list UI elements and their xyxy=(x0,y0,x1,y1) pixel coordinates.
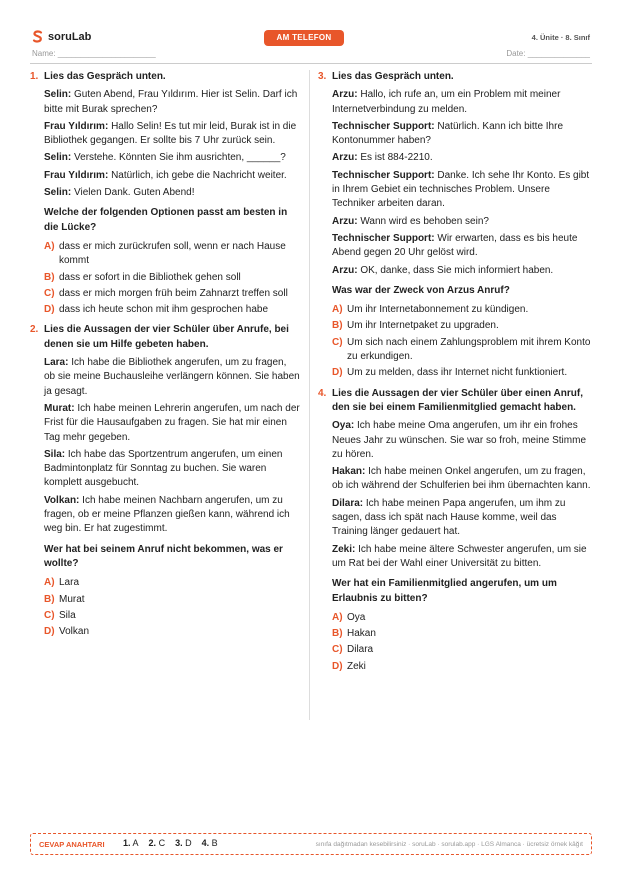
option-text: Lara xyxy=(59,577,80,589)
question-header xyxy=(318,387,592,416)
question-number: 1. xyxy=(30,71,39,82)
question-prompt: Was war der Zweck von Arzus Anruf? xyxy=(332,284,510,296)
dialogue-text: Vielen Dank. Guten Abend! xyxy=(74,187,195,199)
dialogue-text: Wir erwarten, dass es bis heute Abend gegen 20 Uhr gelöst wird. xyxy=(332,232,578,259)
answer-option[interactable] xyxy=(44,625,300,639)
dialogue-text: Ich habe meine ältere Schwester angerufen, um sie um Rat bei der Wahl einer Universität zu bitten. xyxy=(332,543,587,569)
option-letter: C) xyxy=(332,644,343,656)
option-text: Um zu melden, dass ihr Internet nicht funktioniert. xyxy=(347,367,568,379)
answer-option[interactable] xyxy=(332,627,592,641)
answer-letter: C xyxy=(158,838,166,848)
answer-item xyxy=(175,838,192,848)
speaker-name: Murat: xyxy=(44,402,75,414)
speaker-name: Selin: xyxy=(44,89,72,101)
name-field: Name: ______________________ xyxy=(32,49,156,58)
answer-letter: D xyxy=(185,838,192,848)
question-body xyxy=(318,88,592,380)
dialogue-line xyxy=(44,88,300,117)
speaker-name: Zeki: xyxy=(332,543,356,555)
option-text: Volkan xyxy=(59,626,90,638)
answer-option[interactable] xyxy=(332,611,592,625)
option-text: Murat xyxy=(59,593,85,605)
option-text: Um ihr Internetabonnement zu kündigen. xyxy=(347,304,529,316)
brand-logo xyxy=(32,30,91,43)
option-letter: C) xyxy=(44,287,55,299)
answer-num: 2. xyxy=(148,838,157,848)
answer-key-label: CEVAP ANAHTARI xyxy=(39,840,105,849)
dialogue-line xyxy=(44,356,300,399)
brand-name: soruLab xyxy=(48,30,92,43)
speaker-name: Selin: xyxy=(44,187,72,199)
answer-option[interactable] xyxy=(44,240,300,269)
option-letter: B) xyxy=(332,320,343,332)
question-body xyxy=(30,356,300,639)
question-body xyxy=(318,419,592,674)
answer-option[interactable] xyxy=(44,271,300,285)
option-letter: A) xyxy=(332,611,343,623)
option-text: Um ihr Internetpaket zu upgraden. xyxy=(347,320,499,332)
option-letter: B) xyxy=(332,628,343,640)
option-letter: C) xyxy=(332,336,343,348)
speaker-name: Arzu: xyxy=(332,264,358,276)
option-text: Zeki xyxy=(347,660,366,672)
speaker-name: Arzu: xyxy=(332,89,358,101)
dialogue-line xyxy=(332,88,592,117)
speaker-name: Selin: xyxy=(44,152,72,164)
question-body xyxy=(30,88,300,317)
dialogue-text: Natürlich, ich gebe die Nachricht weiter. xyxy=(111,169,287,181)
question-title: Lies die Aussagen der vier Schüler über Anrufe, bei denen sie um Hilfe gebeten haben. xyxy=(44,324,289,350)
question-prompt: Wer hat ein Familienmitglied angerufen, um um Erlaubnis zu bitten? xyxy=(332,578,557,604)
question-number: 3. xyxy=(318,71,327,82)
option-text: dass er mich zurückrufen soll, wenn er nach Hause kommt xyxy=(59,240,286,267)
answer-option[interactable] xyxy=(332,303,592,317)
option-letter: D) xyxy=(44,304,55,316)
dialogue-line xyxy=(332,120,592,149)
answer-option[interactable] xyxy=(332,336,592,365)
speaker-name: Technischer Support: xyxy=(332,120,435,132)
dialogue-line xyxy=(332,543,592,572)
question-prompt: Wer hat bei seinem Anruf nicht bekommen, was er wollte? xyxy=(44,543,283,569)
question-number: 2. xyxy=(30,324,39,336)
topic-badge: AM TELEFON xyxy=(264,30,344,46)
option-text: Oya xyxy=(347,611,366,623)
sorulab-s-logo-icon xyxy=(32,30,43,43)
dialogue-text: Verstehe. Könnten Sie ihm ausrichten, ______? xyxy=(74,152,286,164)
question-header xyxy=(30,323,300,352)
left-column xyxy=(30,70,300,645)
answer-option[interactable] xyxy=(332,660,592,674)
speaker-name: Technischer Support: xyxy=(332,169,435,181)
question-title: Lies das Gespräch unten. xyxy=(332,71,454,82)
dialogue-text: Natürlich. Kann ich bitte Ihre Kontonummer haben? xyxy=(332,120,564,147)
option-letter: D) xyxy=(44,626,55,638)
question-1 xyxy=(30,70,300,317)
dialogue-text: Ich habe meinen Lehrerin angerufen, um nach der Frist für die Hausaufgaben zu fragen. Sie hat mir einen Tag mehr gegeben. xyxy=(44,402,300,443)
option-letter: B) xyxy=(44,593,55,605)
dialogue-line xyxy=(332,419,592,462)
answer-key-footer xyxy=(30,833,592,855)
speaker-name: Technischer Support: xyxy=(332,232,435,244)
column-divider xyxy=(309,70,310,720)
dialogue-line xyxy=(44,402,300,445)
dialogue-line xyxy=(332,151,592,165)
dialogue-line xyxy=(44,494,300,537)
speaker-name: Sila: xyxy=(44,448,66,460)
answer-item xyxy=(202,838,218,848)
dialogue-text: Ich habe das Sportzentrum angerufen, um einen Badmintonplatz für Sonntag zu buchen. Sie waren komplett ausgebucht. xyxy=(44,448,283,489)
dialogue-text: Ich habe meinen Onkel angerufen, um zu fragen, ob ich während der Schulferien bei ihm übernachten kann. xyxy=(332,466,591,492)
option-letter: A) xyxy=(332,304,343,316)
dialogue-text: Hallo, ich rufe an, um ein Problem mit meiner Internetverbindung zu melden. xyxy=(332,89,561,115)
header-divider xyxy=(30,63,592,64)
option-letter: D) xyxy=(332,367,343,379)
speaker-name: Hakan: xyxy=(332,466,366,478)
question-title: Lies die Aussagen der vier Schüler über einen Anruf, den sie bei einem Familienmitglied gemacht haben. xyxy=(332,387,583,413)
dialogue-line xyxy=(44,186,300,200)
dialogue-text: Ich habe meinen Papa angerufen, um ihm zu sagen, dass ich spät nach Hause komme, weil das Training länger gedauert hat. xyxy=(332,497,566,538)
option-letter: A) xyxy=(44,577,55,589)
answer-item xyxy=(149,838,166,848)
dialogue-text: Wann wird es behoben sein? xyxy=(360,215,489,227)
dialogue-text: Es ist 884-2210. xyxy=(360,152,433,164)
answer-letter: A xyxy=(132,838,139,848)
question-title: Lies das Gespräch unten. xyxy=(44,71,166,82)
answer-option[interactable] xyxy=(44,287,300,301)
option-letter: A) xyxy=(44,240,55,252)
dialogue-text: Ich habe die Bibliothek angerufen, um zu fragen, ob sie meine Buchausleihe verlängern können. Sie haben ja gesagt. xyxy=(44,357,300,397)
dialogue-line xyxy=(44,169,300,183)
right-column xyxy=(318,70,592,680)
dialogue-line xyxy=(44,448,300,491)
option-text: dass ich heute schon mit ihm gesprochen habe xyxy=(59,304,269,316)
dialogue-text: OK, danke, dass Sie mich informiert haben. xyxy=(360,264,554,276)
footer-note: sınıfa dağıtmadan kesebilirsiniz · soruLab · sorulab.app · LGS Almanca · ücretsiz örnek kâğıt xyxy=(315,841,583,848)
question-3 xyxy=(318,70,592,381)
answer-option[interactable] xyxy=(44,303,300,317)
answer-letter: B xyxy=(211,838,218,848)
dialogue-line xyxy=(332,465,592,494)
answer-option[interactable] xyxy=(332,366,592,380)
speaker-name: Dilara: xyxy=(332,497,364,509)
dialogue-text: Hallo Selin! Es tut mir leid, Burak ist in die Bibliothek gegangen. Er sollte bis 7 Uhr zurück sein. xyxy=(44,120,297,147)
option-text: dass er mich morgen früh beim Zahnarzt treffen soll xyxy=(59,287,288,299)
dialogue-text: Guten Abend, Frau Yıldırım. Hier ist Selin. Darf ich bitte mit Burak sprechen? xyxy=(44,89,298,115)
answer-num: 1. xyxy=(123,838,131,848)
option-letter: C) xyxy=(44,609,55,621)
dialogue-line xyxy=(44,120,300,149)
dialogue-line xyxy=(332,215,592,229)
dialogue-line xyxy=(332,169,592,212)
dialogue-text: Ich habe meine Oma angerufen, um ihr ein frohes Neues Jahr zu wünschen. Sie war so froh, meine Stimme zu hören. xyxy=(332,420,586,460)
dialogue-line xyxy=(332,232,592,261)
option-text: dass er sofort in die Bibliothek gehen soll xyxy=(59,271,241,283)
option-text: Sila xyxy=(59,609,76,621)
speaker-name: Arzu: xyxy=(332,215,358,227)
speaker-name: Volkan: xyxy=(44,494,80,506)
date-field: Date: ______________ xyxy=(506,49,590,58)
dialogue-line xyxy=(44,151,300,165)
question-2 xyxy=(30,323,300,639)
option-letter: D) xyxy=(332,660,343,672)
option-text: Dilara xyxy=(347,644,374,656)
question-prompt: Welche der folgenden Optionen passt am besten in die Lücke? xyxy=(44,207,288,233)
answer-num: 4. xyxy=(201,838,210,848)
answer-option[interactable] xyxy=(332,319,592,333)
question-header xyxy=(30,70,300,84)
dialogue-line xyxy=(332,497,592,540)
answer-option[interactable] xyxy=(44,609,300,623)
option-letter: B) xyxy=(44,271,55,283)
page-header xyxy=(0,0,620,64)
speaker-name: Arzu: xyxy=(332,152,358,164)
question-number: 4. xyxy=(318,387,327,399)
answer-key-list xyxy=(123,838,218,848)
speaker-name: Lara: xyxy=(44,357,69,369)
answer-num: 3. xyxy=(175,838,183,848)
option-text: Um sich nach einem Zahlungsproblem mit ihrem Konto zu erkundigen. xyxy=(347,336,591,363)
dialogue-text: Ich habe meinen Nachbarn angerufen, um zu fragen, ob er meine Pflanzen gießen kann, während ich weg bin. Er hat zugestimmt. xyxy=(44,494,290,535)
speaker-name: Frau Yıldırım: xyxy=(44,120,109,132)
dialogue-line xyxy=(332,264,592,278)
speaker-name: Frau Yıldırım: xyxy=(44,169,109,181)
answer-option[interactable] xyxy=(44,593,300,607)
speaker-name: Oya: xyxy=(332,420,355,432)
option-text: Hakan xyxy=(347,628,376,640)
answer-item xyxy=(123,838,139,848)
unit-label: 4. Ünite · 8. Sınıf xyxy=(531,33,590,42)
answer-option[interactable] xyxy=(332,643,592,657)
dialogue-text: Danke. Ich sehe Ihr Konto. Es gibt in Ihrem Gebiet ein technisches Problem. Unsere Techniker arbeiten daran. xyxy=(332,169,590,210)
question-header xyxy=(318,70,592,84)
answer-option[interactable] xyxy=(44,576,300,590)
question-4 xyxy=(318,387,592,674)
